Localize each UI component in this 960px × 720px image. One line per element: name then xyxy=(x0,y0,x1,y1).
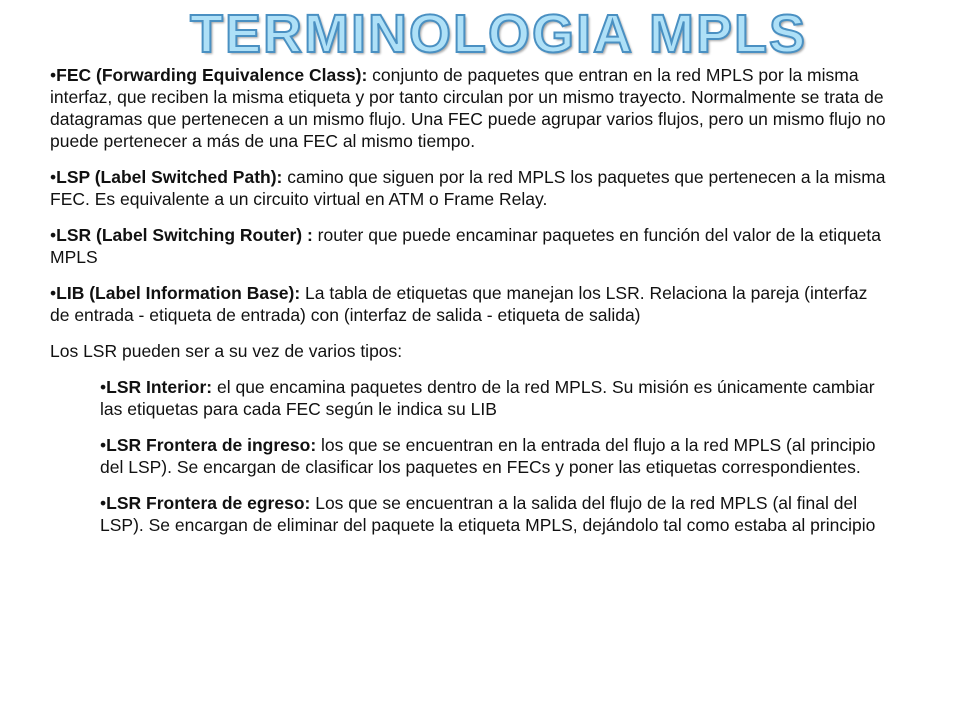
lsr-type-text: Los que se encuentran a la salida del flujo de la red MPLS (al final del LSP). Se encargan de eliminar del paquete la etiqueta MPLS, dejándolo tal como estaba al principio xyxy=(100,493,876,535)
definition-term: LSR (Label Switching Router) : xyxy=(56,225,313,245)
definition-term: LIB (Label Information Base): xyxy=(56,283,301,303)
bullet: • xyxy=(50,225,57,245)
definition-text: La tabla de etiquetas que manejan los LSR. Relaciona la pareja (interfaz de entrada - etiqueta de entrada) con (interfaz de salida - etiqueta de salida) xyxy=(50,283,868,325)
lsr-type-ingreso xyxy=(100,434,890,478)
page-title: TERMINOLOGIA MPLS xyxy=(190,4,807,64)
definition-term: LSP (Label Switched Path): xyxy=(56,167,283,187)
definition-text: camino que siguen por la red MPLS los paquetes que pertenecen a la misma FEC. Es equivalente a un circuito virtual en ATM o Frame Relay. xyxy=(50,167,886,209)
bullet: • xyxy=(50,283,57,303)
definition-lsr xyxy=(50,224,890,268)
bullet: • xyxy=(100,493,107,513)
lsr-type-term: LSR Interior: xyxy=(106,377,213,397)
bullet: • xyxy=(100,377,107,397)
bullet: • xyxy=(100,435,107,455)
bullet: • xyxy=(50,167,57,187)
bullet: • xyxy=(50,65,57,85)
definition-text: conjunto de paquetes que entran en la red MPLS por la misma interfaz, que reciben la misma etiqueta y por tanto circulan por un mismo trayecto. Normalmente se trata de datagramas que pertenecen a un mismo flujo. Una FEC puede agrupar varios flujos, pero un mismo flujo no puede pertenecer a más de una FEC al mismo tiempo. xyxy=(50,65,886,151)
lsr-type-egreso xyxy=(100,492,890,536)
lsr-type-text: los que se encuentran en la entrada del flujo a la red MPLS (al principio del LSP). Se encargan de clasificar los paquetes en FECs y poner las etiquetas correspondientes. xyxy=(100,435,876,477)
slide-body xyxy=(50,64,890,550)
lsr-type-term: LSR Frontera de ingreso: xyxy=(106,435,317,455)
definition-lib xyxy=(50,282,890,326)
definition-text: router que puede encaminar paquetes en función del valor de la etiqueta MPLS xyxy=(50,225,881,267)
lsr-type-term: LSR Frontera de egreso: xyxy=(106,493,311,513)
lsr-type-interior xyxy=(100,376,890,420)
lsr-type-text: el que encamina paquetes dentro de la red MPLS. Su misión es únicamente cambiar las etiquetas para cada FEC según le indica su LIB xyxy=(100,377,875,419)
lsr-types-intro: Los LSR pueden ser a su vez de varios tipos: xyxy=(50,341,403,361)
definition-fec xyxy=(50,64,890,152)
definition-lsp xyxy=(50,166,890,210)
definition-term: FEC (Forwarding Equivalence Class): xyxy=(56,65,368,85)
